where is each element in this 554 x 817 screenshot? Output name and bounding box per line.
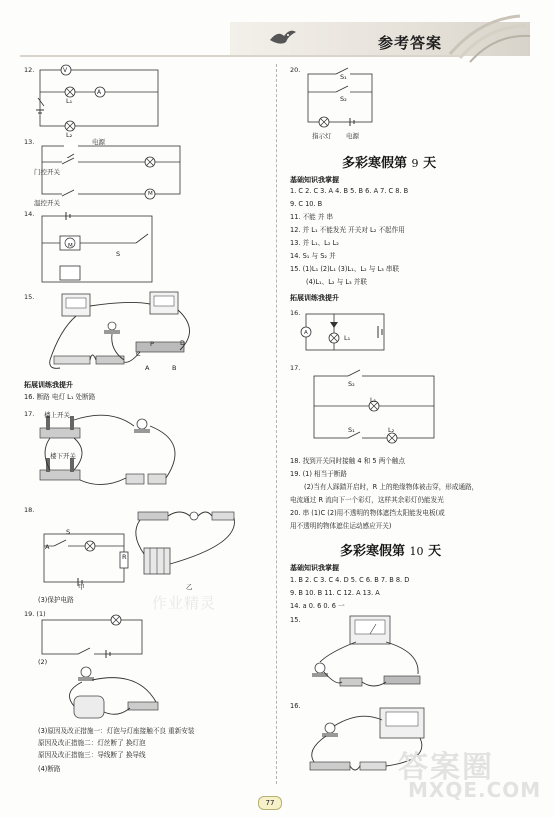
q18-switch-label: S (66, 528, 71, 536)
day9-title (342, 152, 436, 171)
q18-a-label: A (45, 543, 50, 551)
r-q17-l2-label: L₂ (388, 426, 395, 434)
q18-yi-label: 乙 (186, 583, 193, 591)
q14-motor-label: M (68, 243, 73, 249)
d9-line-7: 15. (1)L₁ (2)L₁ (3)L₁、L₂ 与 L₃ 串联 (290, 265, 400, 273)
d9-line-4: 12. 并 L₁ 不能发光 开关对 L₂ 不起作用 (290, 226, 405, 234)
day10-basic-heading: 基础知识我掌握 (290, 564, 339, 572)
watermark-logo-text: 答案圈 (398, 750, 494, 785)
d9-tail-line-5: 20. 串 (1)C (2)用不透明的物体遮挡太阳能发电板(或 (290, 509, 445, 517)
r-q17-l1-label: L₁ (370, 396, 377, 404)
day10-title-prefix: 多彩寒假第 (340, 544, 406, 559)
q13-power-label: 电源 (92, 138, 105, 146)
q15-number: 15. (24, 293, 35, 301)
column-divider (276, 64, 277, 784)
d10-line-2: 9. B 10. B 11. C 12. A 13. A (290, 589, 380, 597)
r-q17-number: 17. (290, 364, 301, 372)
d9-line-5: 13. 并 L₁、L₂ L₂ (290, 239, 339, 247)
q15-p-label: P (150, 340, 154, 348)
r-q16-circuit-diagram (300, 308, 390, 354)
q12-ammeter-label: A (97, 89, 102, 96)
q18-part3-answer: (3)保护电路 (38, 596, 74, 604)
q15-c-label: C (136, 350, 141, 358)
q18-jia-label: 甲 (78, 583, 85, 591)
q12-voltmeter-label: V (63, 67, 68, 74)
r-q20-s2-label: S₂ (340, 95, 347, 103)
left-extension-heading: 拓展训练我提升 (24, 381, 73, 389)
day9-title-suffix: 天 (423, 156, 437, 171)
d9-tail-line-3: (2)当有人踩踏开启时，R 上的绝缘物体被击穿，形成通路， (304, 483, 479, 491)
d10-line-1: 1. B 2. C 3. C 4. D 5. C 6. B 7. B 8. D (290, 576, 410, 584)
d9-tail-line-6: 用不透明的物体遮住运动感应开关) (290, 522, 392, 530)
d10-q15-apparatus-drawing (300, 612, 440, 696)
q12-l2-label: L₂ (66, 131, 73, 139)
q15-a-label: A (145, 364, 150, 372)
bird-icon (268, 26, 298, 50)
q18-number: 18. (24, 506, 35, 514)
d10-line-3: 14. a 0. 6 0. 6 一 (290, 602, 345, 610)
q19-number: 19. (1) (24, 610, 46, 618)
q13-number: 13. (24, 138, 35, 146)
q18-r-label: R (122, 553, 127, 561)
q13-door-switch-label: 门控开关 (34, 168, 60, 176)
q13-circuit-diagram (38, 142, 188, 204)
q19-part2-label: (2) (38, 658, 48, 666)
header-rule (20, 55, 460, 57)
r-q17-s2-label: S₂ (348, 380, 355, 388)
day9-extension-heading: 拓展训练我提升 (290, 294, 339, 302)
q19-circuit-diagram (38, 612, 148, 658)
d9-tail-line-2: 19. (1) 相当于断路 (290, 470, 347, 478)
day9-basic-heading: 基础知识我掌握 (290, 176, 339, 184)
d9-tail-line-4: 电流通过 R 流向下一个彩灯，这样其余彩灯仍能发光 (290, 496, 444, 504)
q18-circuit-diagram (40, 530, 130, 590)
q13-temp-switch-label: 温控开关 (34, 199, 60, 207)
r-q16-l1-label: L₁ (344, 334, 351, 342)
q19-apparatus-drawing (58, 662, 178, 726)
d9-line-8: (4)L₁、L₂ 与 L₃ 并联 (306, 278, 367, 286)
day10-title-number: 10 (409, 545, 424, 558)
q17-downstairs-label: 楼下开关 (50, 452, 76, 460)
q16-answer: 16. 断路 电灯 L₁ 处断路 (24, 393, 96, 401)
r-q16-a-label: A (304, 330, 308, 336)
r-q20-power-label: 电源 (346, 132, 359, 140)
q14-number: 14. (24, 210, 35, 218)
q15-b-label: B (172, 364, 177, 372)
q12-number: 12. (24, 66, 35, 74)
q12-l1-label: L₁ (66, 97, 73, 105)
d10-line-5: 16. (290, 702, 301, 710)
q14-circuit-diagram (38, 212, 158, 286)
d9-line-3: 11. 不能 并 串 (290, 213, 334, 221)
d9-tail-line-1: 18. 找到开关同时接触 4 和 5 两个触点 (290, 457, 406, 465)
r-q20-indicator-label: 指示灯 (312, 132, 332, 140)
q14-switch-label: S (116, 250, 121, 258)
q13-motor-label: M (148, 191, 153, 197)
watermark-url-text: MXQE.COM (408, 778, 542, 802)
reason-line-4: (4)断路 (38, 765, 61, 773)
day10-title (340, 540, 441, 559)
d9-line-2: 9. C 10. B (290, 200, 323, 208)
day9-title-prefix: 多彩寒假第 (342, 156, 408, 171)
q15-d-label: D (180, 339, 186, 347)
faint-watermark: 作业精灵 (152, 594, 217, 612)
q12-circuit-diagram (36, 64, 176, 134)
r-q17-s1-label: S₁ (348, 426, 355, 434)
r-q17-circuit-diagram (310, 372, 440, 442)
d10-line-4: 15. (290, 616, 301, 624)
q18-apparatus-drawing (130, 504, 240, 584)
r-q16-number: 16. (290, 309, 301, 317)
r-q20-s1-label: S₁ (340, 73, 347, 81)
d9-line-1: 1. C 2. C 3. A 4. B 5. B 6. A 7. C 8. B (290, 187, 409, 195)
header-title: 参考答案 (378, 34, 443, 52)
day9-title-number: 9 (411, 157, 419, 170)
reason-line-2: 原因及改正措施二：灯丝断了 换灯泡 (38, 739, 146, 747)
d9-line-6: 14. S₁ 与 S₂ 并 (290, 252, 336, 260)
q17-upstairs-label: 楼上开关 (44, 411, 70, 419)
reason-line-1: (3)原因及改正措施一：灯泡与灯座接触不良 重新安装 (38, 727, 195, 735)
r-q20-number: 20. (290, 66, 301, 74)
day10-title-suffix: 天 (428, 544, 442, 559)
reason-line-3: 原因及改正措施三：导线断了 换导线 (38, 751, 146, 759)
page-number: 77 (258, 796, 282, 810)
q17-number: 17. (24, 410, 35, 418)
